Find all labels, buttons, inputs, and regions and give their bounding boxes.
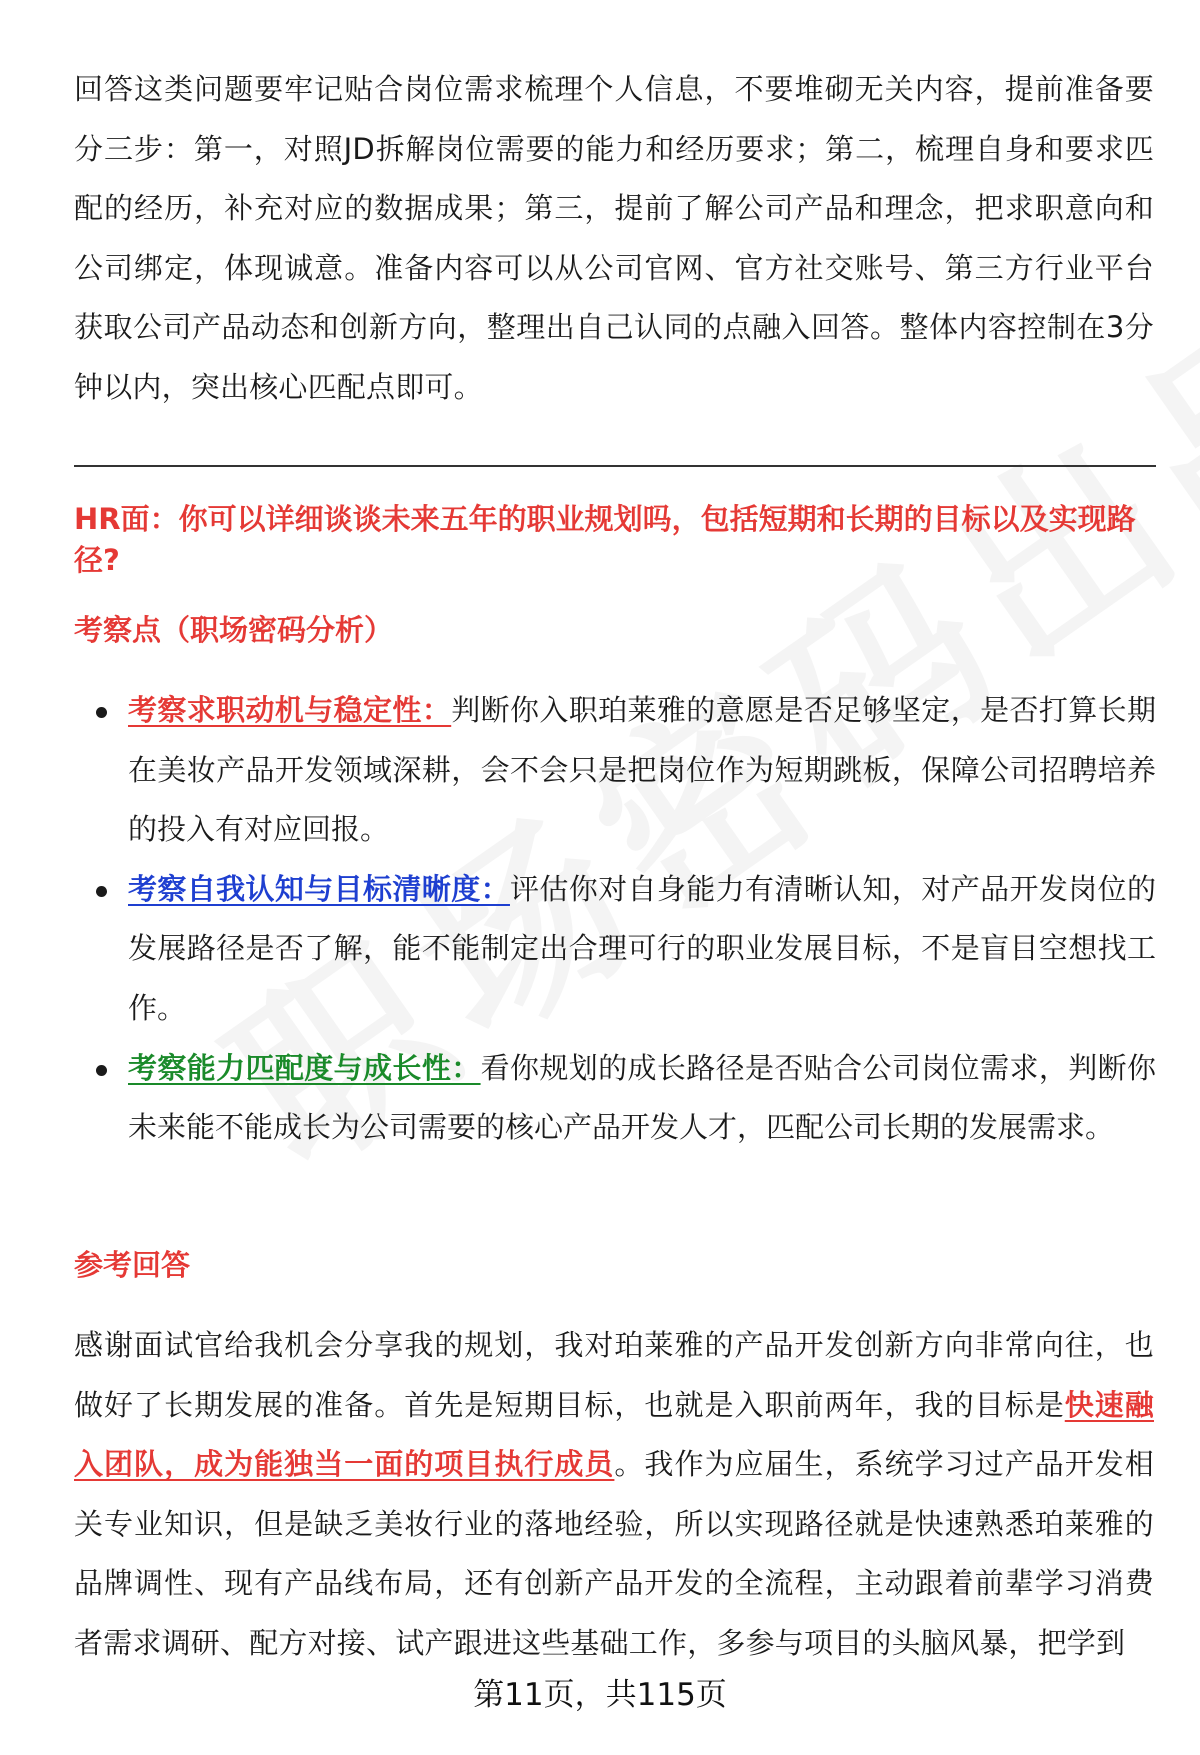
analysis-keyword: 考察能力匹配度与成长性： — [128, 1050, 481, 1085]
analysis-list — [74, 681, 1156, 1158]
analysis-keyword: 考察求职动机与稳定性： — [128, 693, 452, 727]
page-number-footer: 第11页，共115页 — [473, 1677, 727, 1713]
bullet-dot-icon — [96, 707, 107, 718]
answer-text-part1: 感谢面试官给我机会分享我的规划，我对珀莱雅的产品开发创新方向非常向往，也做好了长期发展的准备。首先是短期目标，也就是入职前两年，我的目标是 — [74, 1328, 1154, 1422]
answer-heading: 参考回答 — [74, 1248, 191, 1282]
analysis-heading: 考察点（职场密码分析） — [74, 613, 394, 647]
bullet-dot-icon — [96, 1065, 107, 1076]
analysis-text: 看你规划的成长路径是否贴合公司岗位需求，判断你未来能不能成长为公司需要的核心产品开发人才，匹配公司长期的发展需求。 — [128, 1050, 1156, 1145]
interview-question: HR面：你可以详细谈谈未来五年的职业规划吗，包括短期和长期的目标以及实现路径? — [74, 502, 1136, 577]
analysis-text: 评估你对自身能力有清晰认知，对产品开发岗位的发展路径是否了解，能不能制定出合理可行的职业发展目标，不是盲目空想找工作。 — [128, 871, 1156, 1025]
intro-paragraph: 回答这类问题要牢记贴合岗位需求梳理个人信息，不要堆砌无关内容，提前准备要分三步：第一，对照JD拆解岗位需要的能力和经历要求；第二，梳理自身和要求匹配的经历，补充对应的数据成果；第三，提前了解公司产品和理念，把求职意向和公司绑定，体现诚意。准备内容可以从公司官网、官方社交账号、第三方行业平台获取公司产品动态和创新方向，整理出自己认同的点融入回答。整体内容控制在3分钟以内，突出核心匹配点即可。 — [74, 72, 1154, 404]
analysis-item-motivation — [74, 681, 1156, 860]
analysis-item-self-awareness — [74, 860, 1156, 1039]
analysis-item-capability-match — [74, 1039, 1156, 1158]
answer-paragraph — [74, 1316, 1154, 1674]
answer-highlight: 快速融入团队，成为能独当一面的项目执行成员 — [74, 1387, 1154, 1482]
section-divider — [74, 465, 1156, 467]
analysis-text: 判断你入职珀莱雅的意愿是否足够坚定，是否打算长期在美妆产品开发领域深耕，会不会只是把岗位作为短期跳板，保障公司招聘培养的投入有对应回报。 — [128, 693, 1156, 847]
answer-text-part2: 。我作为应届生，系统学习过产品开发相关专业知识，但是缺乏美妆行业的落地经验，所以实现路径就是快速熟悉珀莱雅的品牌调性、现有产品线布局，还有创新产品开发的全流程，主动跟着前辈学习消费者需求调研、配方对接、试产跟进这些基础工作，多参与项目的头脑风暴，把学到 — [74, 1447, 1154, 1660]
analysis-keyword: 考察自我认知与目标清晰度： — [128, 871, 510, 906]
bullet-dot-icon — [96, 886, 107, 897]
